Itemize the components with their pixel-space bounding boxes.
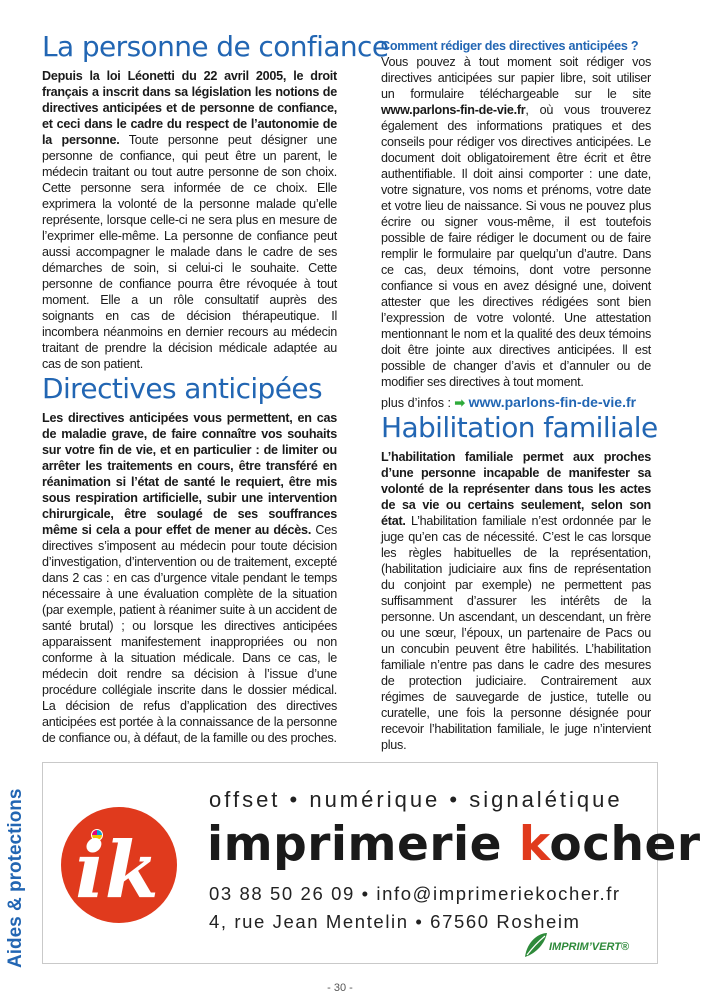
paragraph-rediger — [381, 54, 651, 390]
title-directives-anticipees: Directives anticipées — [42, 372, 322, 405]
paragraph-habilitation-familiale — [381, 449, 651, 753]
title-personne-confiance: La personne de confiance — [42, 30, 389, 63]
paragraph-directives-anticipees — [42, 410, 337, 746]
lead-personne-confiance: Depuis la loi Léonetti du 22 avril 2005, le droit français a inscrit dans sa législation les notions de directives anticipées et de personne de confiance, et ceci dans le cadre du respect de l’autonomie de la personne. — [42, 69, 337, 147]
site-bold: www.parlons-fin-de-vie.fr — [381, 103, 526, 117]
ad-company-name — [207, 817, 701, 872]
text-rediger-a: Vous pouvez à tout moment soit rédiger vos directives anticipées sur papier libre, soit utiliser un formulaire téléchargeable sur le site — [381, 55, 651, 101]
paragraph-personne-confiance — [42, 68, 337, 372]
title-habilitation-familiale: Habilitation familiale — [381, 411, 658, 444]
ik-logo — [59, 805, 179, 925]
left-column — [42, 30, 389, 746]
imprim-vert-badge: IMPRIM’VERT® — [549, 941, 630, 953]
ad-services: offset • numérique • signalétique — [209, 787, 623, 812]
ad-contact: 03 88 50 26 09 • info@imprimeriekocher.fr — [209, 883, 621, 904]
side-label-aides-protections: Aides & protections — [5, 788, 26, 968]
text-habilitation-familiale: L’habilitation familiale n’est ordonnée par le juge qu’en cas de nécessité. C’est le cas lorsque les règles habituelles de la représentation, (habilitation judiciaire aux fins de représentation du conjoint par exemple) ne permettent pas suffisamment d’assurer les intérêts de la personne. Un ascendant, un descendant, un frère ou une sœur, l’époux, un partenaire de Pacs ou un concubin peuvent être habilités. L’habilitation familiale n’entre pas dans le cadre des mesures de protection judiciaire. Contrairement aux régimes de sauvegarde de justice, tutelle ou curatelle, une fois la personne désignée pour recevoir l’habilitation familiale, le juge n’intervient plus. — [381, 514, 651, 752]
right-column — [381, 38, 658, 753]
more-info-label: plus d’infos : — [381, 396, 452, 410]
advertisement-imprimerie-kocher — [42, 762, 701, 964]
text-rediger-b: , où vous trouverez également des informations pratiques et des conseils pour rédiger vos directives anticipées. Le document doit obligatoirement être écrit et être authentifiable. Il doit ainsi comporter : une date, votre signature, vos noms et prénoms, votre date et votre lieu de naissance. Si vous ne pouvez plus écrire ou signer vous-même, il est toutefois possible de faire rédiger le document ou de faire remplir le formulaire par quelqu’un d’autre. Dans ce cas, deux témoins, dont votre personne confiance si vous en avez désigné une, doivent attester que les directives rédigées sont bien l’expression de votre volonté. Une attestation mentionnant le nom et la qualité des deux témoins doit être jointe aux directives anticipées. ll est possible de changer d’avis et d’annuler ou de modifier ses directives à tout moment. — [381, 103, 651, 389]
lead-habilitation-familiale: L’habilitation familiale permet aux proches d’une personne incapable de manifester sa volonté de la représenter dans tous les actes de sa vie ou certains seulement, selon son état. — [381, 450, 651, 528]
text-directives-anticipees: Ces directives s’imposent au médecin pour toute décision d’investigation, d’intervention ou de traitement, excepté dans 2 cas : en cas d’urgence vitale pendant le temps nécessaire à une évaluation complète de la situation (par exemple, patient à réanimer suite à un accident de santé brutal) ; ou lorsque les directives anticipées apparaissent manifestement inappropriées ou non conforme à la situation médicale. Dans ce cas, le médecin doit rendre sa décision à l’issue d’une procédure collégiale inscrite dans le dossier médical. La décision de refus d’application des directives anticipées est portée à la connaissance de la personne de confiance ou, à défaut, de la famille ou des proches. — [42, 523, 337, 745]
arrow-right-icon: ➡ — [454, 396, 466, 410]
ad-name-part2: ocher — [549, 817, 701, 872]
lead-directives-anticipees: Les directives anticipées vous permettent, en cas de maladie grave, de faire connaître vos souhaits sur votre fin de vie, et en particulier : de limiter ou arrêter les traitements en cours, être transféré en réanimation si l’état de santé le requiert, être mis sous respiration artificielle, subir une intervention chirurgicale, être soulagé de ses souffrances même si cela a pour effet de mener au décès. — [42, 411, 337, 537]
page-number: - 30 - — [327, 982, 353, 994]
subhead-rediger: Comment rédiger des directives anticipées ? — [381, 39, 639, 53]
more-info-link[interactable]: www.parlons-fin-de-vie.fr — [468, 394, 637, 410]
more-info — [381, 394, 651, 411]
ik-logo-text: ik — [75, 825, 159, 916]
text-personne-confiance: Toute personne peut désigner une personne de confiance, qui peut être un parent, le médecin traitant ou tout autre personne de son choix. Cette personne sera informée de ce choix. Elle exprimera la volonté de la personne malade qu’elle représente, lorsque celle-ci ne sera plus en mesure de l’exprimer elle-même. La personne de confiance peut aussi accompagner le malade dans le cadre de ses démarches de soin, si celui-ci le souhaite. Cette personne de confiance pourra être révoquée à tout moment. Elle a un rôle consultatif auprès des soignants en cas de décision thérapeutique. Il incombera néanmoins en dernier recours au médecin traitant de prendre la décision médicale adaptée au cas de son patient. — [42, 133, 338, 371]
ad-address: 4, rue Jean Mentelin • 67560 Rosheim — [209, 911, 581, 932]
ad-name-part1: imprimerie — [207, 817, 519, 872]
ad-name-k: k — [518, 817, 550, 872]
